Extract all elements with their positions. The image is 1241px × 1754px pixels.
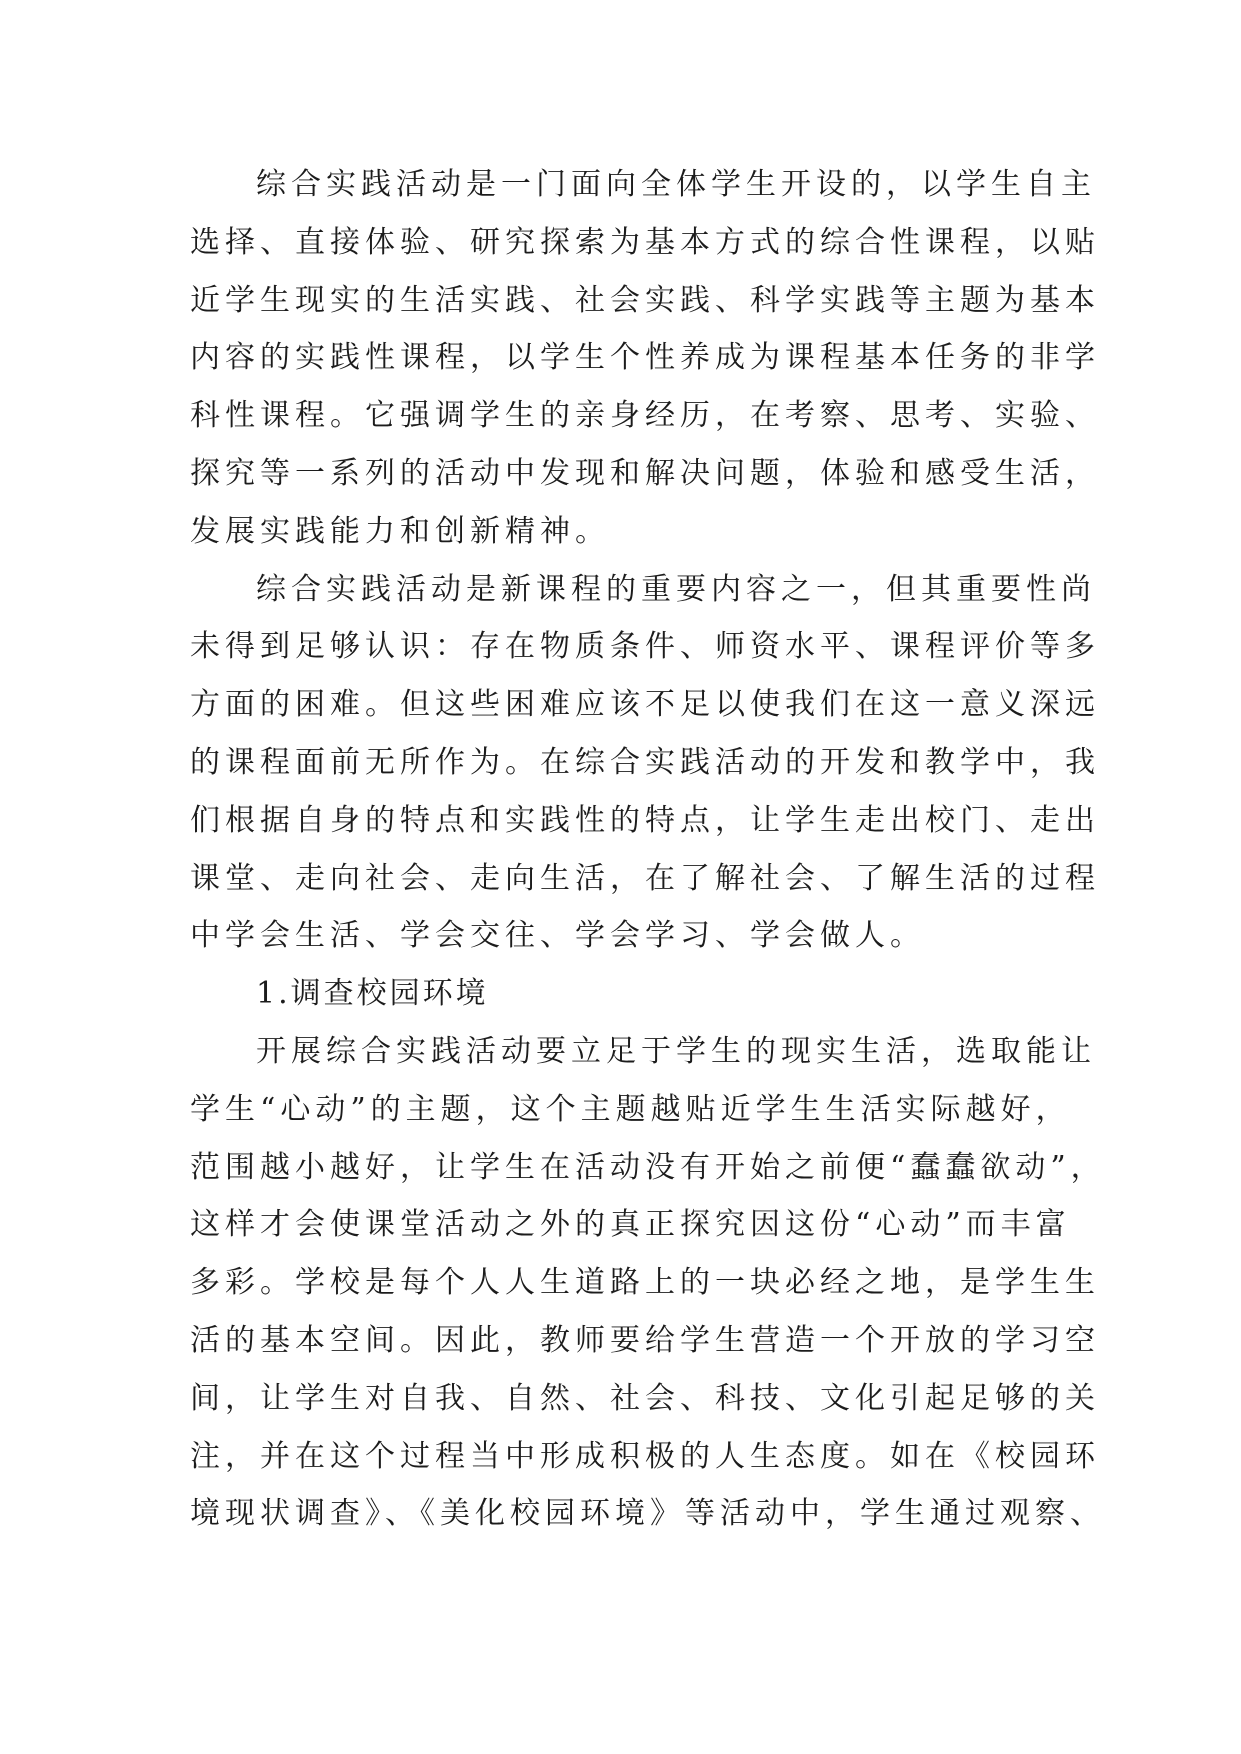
paragraph-line: 综合实践活动是一门面向全体学生开设的，以学生自主 xyxy=(256,167,1096,202)
paragraph-line: 课堂、走向社会、走向生活，在了解社会、了解生活的过程 xyxy=(190,860,1100,896)
paragraph-line: 间，让学生对自我、自然、社会、科技、文化引起足够的关 xyxy=(190,1380,1100,1416)
paragraph-line: 方面的困难。但这些困难应该不足以使我们在这一意义深远 xyxy=(190,687,1100,723)
paragraph-line: 活的基本空间。因此，教师要给学生营造一个开放的学习空 xyxy=(190,1322,1100,1358)
paragraph-line: 们根据自身的特点和实践性的特点，让学生走出校门、走出 xyxy=(190,802,1100,838)
paragraph-1 xyxy=(190,156,1100,561)
paragraph-line: 探究等一系列的活动中发现和解决问题，体验和感受生活， xyxy=(190,455,1100,491)
paragraph-line: 范围越小越好，让学生在活动没有开始之前便“蠢蠢欲动”， xyxy=(190,1149,1106,1185)
paragraph-line: 科性课程。它强调学生的亲身经历，在考察、思考、实验、 xyxy=(190,398,1100,434)
paragraph-line: 中学会生活、学会交往、学会学习、学会做人。 xyxy=(190,918,925,954)
body-text xyxy=(190,156,1106,1543)
section-heading: 1.调查校园环境 xyxy=(256,976,489,1012)
paragraph-line: 近学生现实的生活实践、社会实践、科学实践等主题为基本 xyxy=(190,282,1100,318)
paragraph-3 xyxy=(190,1023,1106,1543)
paragraph-line: 开展综合实践活动要立足于学生的现实生活，选取能让 xyxy=(256,1033,1096,1069)
paragraph-line: 未得到足够认识：存在物质条件、师资水平、课程评价等多 xyxy=(190,629,1100,665)
paragraph-line: 学生“心动”的主题，这个主题越贴近学生生活实际越好， xyxy=(190,1091,1071,1127)
paragraph-line: 发展实践能力和创新精神。 xyxy=(190,513,610,549)
paragraph-line: 的课程面前无所作为。在综合实践活动的开发和教学中，我 xyxy=(190,744,1100,780)
paragraph-line: 注，并在这个过程当中形成积极的人生态度。如在《校园环 xyxy=(190,1438,1100,1474)
paragraph-line: 选择、直接体验、研究探索为基本方式的综合性课程，以贴 xyxy=(190,224,1100,260)
paragraph-line: 内容的实践性课程，以学生个性养成为课程基本任务的非学 xyxy=(190,340,1100,376)
paragraph-line: 境现状调查》、《美化校园环境》等活动中，学生通过观察、 xyxy=(190,1496,1105,1532)
paragraph-line: 多彩。学校是每个人人生道路上的一块必经之地，是学生生 xyxy=(190,1265,1100,1301)
paragraph-2 xyxy=(190,561,1100,966)
paragraph-line: 这样才会使课堂活动之外的真正探究因这份“心动”而丰富 xyxy=(190,1207,1071,1243)
paragraph-line: 综合实践活动是新课程的重要内容之一，但其重要性尚 xyxy=(256,571,1096,607)
